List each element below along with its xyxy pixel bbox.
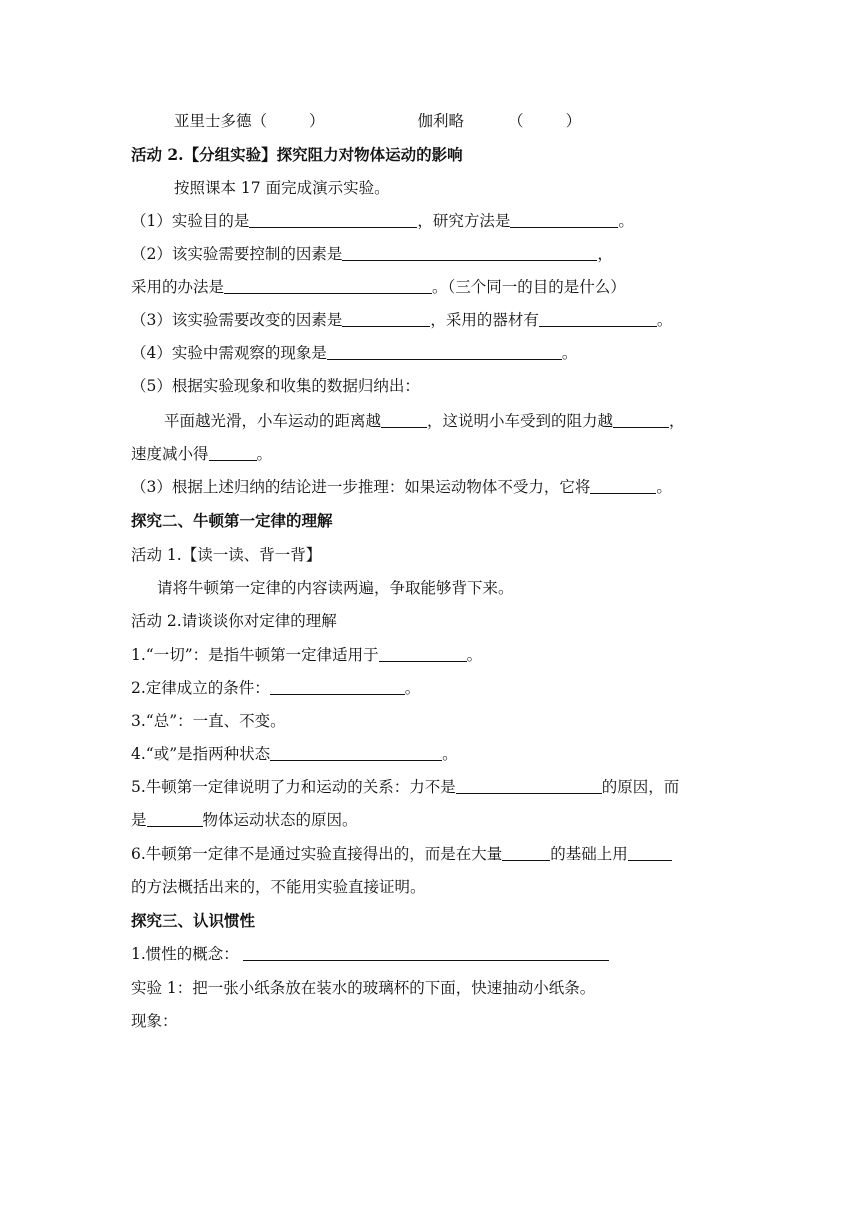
phenomenon-label: 现象： [131, 1012, 178, 1030]
item-6-continued-line: 的方法概括出来的，不能用实验直接证明。 [131, 878, 426, 896]
blank-controlled-factor[interactable] [342, 244, 597, 261]
blank-experiment-purpose[interactable] [249, 211, 417, 228]
aristotle-label: 亚里士多德（ [174, 112, 268, 130]
activity-2b-heading: 活动 2.请谈谈你对定律的理解 [131, 612, 337, 630]
blank-inference[interactable] [590, 477, 656, 494]
item-5-line: 5.牛顿第一定律说明了力和运动的关系：力不是 的原因，而 [131, 778, 680, 796]
item-6-line: 6.牛顿第一定律不是通过实验直接得出的，而是在大量 的基础上用 [131, 843, 672, 865]
blank-applies-to[interactable] [379, 645, 467, 662]
question-2-line: （2）该实验需要控制的因素是 ， [131, 245, 613, 263]
conclusion-speed-line: 速度减小得 。 [131, 445, 273, 463]
question-5-line: （5）根据实验现象和收集的数据归纳出： [131, 377, 420, 395]
question-2-method-line: 采用的办法是 。（三个同一的目的是什么） [131, 278, 626, 296]
blank-changed-factor[interactable] [342, 310, 430, 327]
philosopher-answer-line: 亚里士多德（ ） 伽利略 （ ） [174, 112, 582, 130]
item-1-line: 1.“一切”：是指牛顿第一定律适用于 。 [131, 646, 483, 664]
question-3-line: （3）该实验需要改变的因素是 ，采用的器材有 。 [131, 311, 673, 329]
blank-research-method[interactable] [510, 211, 618, 228]
blank-basis[interactable] [502, 844, 550, 861]
blank-observed-phenomenon[interactable] [327, 343, 562, 360]
blank-control-method[interactable] [224, 277, 432, 294]
read-instruction: 请将牛顿第一定律的内容读两遍，争取能够背下来。 [157, 579, 514, 597]
activity-2-heading: 活动 2.【分组实验】探究阻力对物体运动的影响 [131, 145, 463, 164]
item-2-line: 2.定律成立的条件： 。 [131, 679, 421, 697]
section-2-heading: 探究二、牛顿第一定律的理解 [131, 511, 333, 530]
blank-resistance[interactable] [613, 411, 669, 428]
blank-force-is[interactable] [147, 810, 203, 827]
item-3-line: 3.“总”：一直、不变。 [131, 712, 286, 730]
blank-force-not[interactable] [456, 777, 602, 794]
activity-1-heading: 活动 1.【读一读、背一背】 [131, 546, 322, 564]
section-3-heading: 探究三、认识惯性 [131, 911, 256, 930]
item-4-line: 4.“或”是指两种状态 。 [131, 745, 458, 763]
question-1-line: （1）实验目的是 ，研究方法是 。 [131, 212, 634, 230]
experiment-1-line: 实验 1：把一张小纸条放在装水的玻璃杯的下面，快速抽动小纸条。 [131, 979, 596, 997]
blank-condition[interactable] [270, 678, 405, 695]
galileo-label: 伽利略 [417, 112, 465, 130]
inference-line: （3）根据上述归纳的结论进一步推理：如果运动物体不受力，它将 。 [131, 478, 672, 496]
conclusion-line: 平面越光滑，小车运动的距离越 ，这说明小车受到的阻力越 ， [164, 412, 685, 430]
inertia-concept-line: 1.惯性的概念： [131, 943, 609, 965]
blank-equipment[interactable] [539, 310, 657, 327]
blank-method[interactable] [628, 844, 672, 861]
blank-speed-decrease[interactable] [209, 444, 257, 461]
item-5-continued-line: 是 物体运动状态的原因。 [131, 811, 358, 829]
blank-distance[interactable] [381, 411, 427, 428]
question-4-line: （4）实验中需观察的现象是 。 [131, 344, 578, 362]
blank-two-states[interactable] [270, 744, 442, 761]
blank-inertia-concept[interactable] [243, 944, 609, 961]
instruction-text: 按照课本 17 面完成演示实验。 [174, 179, 390, 197]
